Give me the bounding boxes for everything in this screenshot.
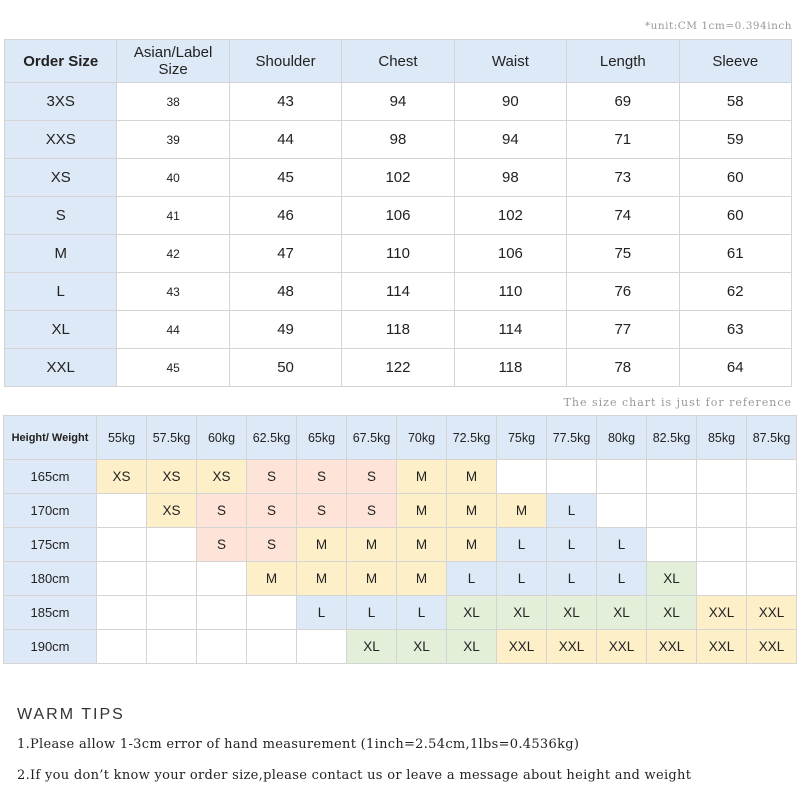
size-recommendation-cell: M [447, 494, 497, 528]
size-chart-cell: 98 [454, 159, 566, 197]
weight-header-cell: 72.5kg [447, 416, 497, 460]
size-recommendation-cell: L [497, 528, 547, 562]
size-chart-cell: 63 [679, 311, 791, 349]
size-chart-cell: 60 [679, 197, 791, 235]
order-size-cell: S [5, 197, 117, 235]
size-chart-cell: 110 [342, 235, 454, 273]
size-recommendation-cell [747, 528, 797, 562]
size-recommendation-cell [647, 494, 697, 528]
size-recommendation-cell: XXL [697, 630, 747, 664]
size-recommendation-cell: S [247, 494, 297, 528]
size-recommendation-cell [697, 460, 747, 494]
size-chart-cell: 58 [679, 83, 791, 121]
size-recommendation-cell [97, 528, 147, 562]
size-recommendation-cell: M [397, 460, 447, 494]
size-recommendation-cell: M [297, 528, 347, 562]
weight-header-cell: 67.5kg [347, 416, 397, 460]
size-recommendation-cell: XXL [747, 596, 797, 630]
size-chart-cell: 39 [117, 121, 229, 159]
weight-header-cell: 65kg [297, 416, 347, 460]
weight-header-cell: 82.5kg [647, 416, 697, 460]
size-chart-cell: 60 [679, 159, 791, 197]
size-chart-header-cell: Sleeve [679, 40, 791, 83]
size-chart-cell: 62 [679, 273, 791, 311]
order-size-cell: XL [5, 311, 117, 349]
size-recommendation-cell: XL [497, 596, 547, 630]
size-recommendation-cell [97, 562, 147, 596]
size-chart-row [5, 83, 792, 121]
size-recommendation-cell [597, 460, 647, 494]
size-recommendation-cell [147, 528, 197, 562]
height-weight-row [4, 596, 797, 630]
size-chart-cell: 43 [229, 83, 341, 121]
size-chart-cell: 102 [342, 159, 454, 197]
size-recommendation-cell: L [297, 596, 347, 630]
size-recommendation-cell [97, 494, 147, 528]
height-weight-row [4, 528, 797, 562]
size-recommendation-cell: M [397, 562, 447, 596]
weight-header-cell: 80kg [597, 416, 647, 460]
size-recommendation-cell: L [497, 562, 547, 596]
size-chart-header-cell: Length [567, 40, 679, 83]
size-recommendation-cell: M [297, 562, 347, 596]
size-chart-cell: 44 [117, 311, 229, 349]
size-chart-cell: 77 [567, 311, 679, 349]
size-recommendation-cell: XL [447, 630, 497, 664]
size-chart-cell: 61 [679, 235, 791, 273]
height-weight-row [4, 630, 797, 664]
size-chart-cell: 106 [454, 235, 566, 273]
size-recommendation-cell: L [547, 528, 597, 562]
size-chart-cell: 71 [567, 121, 679, 159]
size-chart-cell: 48 [229, 273, 341, 311]
size-recommendation-cell [647, 460, 697, 494]
size-recommendation-cell: S [347, 460, 397, 494]
order-size-cell: M [5, 235, 117, 273]
size-recommendation-cell: M [397, 528, 447, 562]
size-chart-cell: 43 [117, 273, 229, 311]
size-chart-cell: 38 [117, 83, 229, 121]
weight-header-cell: 62.5kg [247, 416, 297, 460]
size-recommendation-cell: S [297, 460, 347, 494]
size-recommendation-cell: L [447, 562, 497, 596]
size-chart-cell: 106 [342, 197, 454, 235]
size-chart-cell: 98 [342, 121, 454, 159]
size-recommendation-cell [147, 596, 197, 630]
size-chart-cell: 114 [342, 273, 454, 311]
size-recommendation-cell [497, 460, 547, 494]
size-chart-row [5, 159, 792, 197]
weight-header-cell: 55kg [97, 416, 147, 460]
size-chart-cell: 69 [567, 83, 679, 121]
size-recommendation-cell [647, 528, 697, 562]
size-recommendation-cell: XXL [597, 630, 647, 664]
size-chart-cell: 90 [454, 83, 566, 121]
size-recommendation-cell: XL [447, 596, 497, 630]
size-recommendation-cell [147, 562, 197, 596]
size-recommendation-cell: XS [197, 460, 247, 494]
size-recommendation-cell: M [447, 528, 497, 562]
size-recommendation-cell [597, 494, 647, 528]
height-cell: 165cm [4, 460, 97, 494]
size-recommendation-cell: S [247, 460, 297, 494]
size-recommendation-cell: XL [647, 562, 697, 596]
size-recommendation-cell [697, 528, 747, 562]
size-chart-cell: 47 [229, 235, 341, 273]
height-cell: 180cm [4, 562, 97, 596]
size-chart-cell: 59 [679, 121, 791, 159]
size-chart-cell: 75 [567, 235, 679, 273]
size-chart-cell: 44 [229, 121, 341, 159]
size-chart-row [5, 349, 792, 387]
size-recommendation-cell: S [197, 494, 247, 528]
size-recommendation-cell [297, 630, 347, 664]
order-size-cell: XXS [5, 121, 117, 159]
size-chart-row [5, 197, 792, 235]
size-chart-cell: 45 [117, 349, 229, 387]
size-chart-table [4, 39, 792, 387]
size-chart-cell: 94 [454, 121, 566, 159]
size-recommendation-cell [697, 562, 747, 596]
size-chart-cell: 74 [567, 197, 679, 235]
size-recommendation-cell [247, 596, 297, 630]
size-chart-cell: 40 [117, 159, 229, 197]
size-recommendation-cell: L [597, 528, 647, 562]
size-chart-cell: 41 [117, 197, 229, 235]
size-recommendation-cell: M [347, 528, 397, 562]
warm-tips-title: WARM TIPS [17, 706, 125, 723]
size-chart-cell: 102 [454, 197, 566, 235]
size-chart-cell: 122 [342, 349, 454, 387]
size-recommendation-cell: M [447, 460, 497, 494]
size-recommendation-cell [547, 460, 597, 494]
size-recommendation-cell: M [347, 562, 397, 596]
height-weight-header-row [4, 416, 797, 460]
order-size-cell: XS [5, 159, 117, 197]
height-weight-row [4, 494, 797, 528]
size-recommendation-cell: XXL [747, 630, 797, 664]
size-recommendation-cell: XS [97, 460, 147, 494]
size-chart-row [5, 235, 792, 273]
height-cell: 190cm [4, 630, 97, 664]
size-chart-header-row [5, 40, 792, 83]
size-recommendation-cell: XL [397, 630, 447, 664]
height-cell: 175cm [4, 528, 97, 562]
weight-header-cell: 87.5kg [747, 416, 797, 460]
warm-tip-2: 2.If you don’t know your order size,please contact us or leave a message about height and weight [17, 768, 692, 783]
size-chart-cell: 45 [229, 159, 341, 197]
height-weight-corner-cell: Height/ Weight [4, 416, 97, 460]
size-chart-cell: 64 [679, 349, 791, 387]
size-chart-cell: 73 [567, 159, 679, 197]
weight-header-cell: 60kg [197, 416, 247, 460]
size-chart-header-cell: Order Size [5, 40, 117, 83]
size-recommendation-cell: XL [647, 596, 697, 630]
height-weight-row [4, 562, 797, 596]
size-chart-cell: 42 [117, 235, 229, 273]
size-recommendation-cell: M [247, 562, 297, 596]
size-recommendation-cell [147, 630, 197, 664]
size-recommendation-cell [197, 562, 247, 596]
size-chart-header-cell: Waist [454, 40, 566, 83]
size-chart-row [5, 311, 792, 349]
reference-note: The size chart is just for reference [563, 396, 792, 409]
size-recommendation-cell [747, 460, 797, 494]
size-chart-cell: 78 [567, 349, 679, 387]
size-recommendation-cell [197, 630, 247, 664]
height-cell: 170cm [4, 494, 97, 528]
size-recommendation-cell: XXL [647, 630, 697, 664]
weight-header-cell: 75kg [497, 416, 547, 460]
weight-header-cell: 70kg [397, 416, 447, 460]
size-recommendation-cell: XXL [697, 596, 747, 630]
weight-header-cell: 85kg [697, 416, 747, 460]
size-chart-row [5, 121, 792, 159]
size-chart-header-cell: Shoulder [229, 40, 341, 83]
size-chart-row [5, 273, 792, 311]
unit-note: *unit:CM 1cm=0.394inch [644, 20, 792, 32]
size-recommendation-cell [247, 630, 297, 664]
size-recommendation-cell [697, 494, 747, 528]
size-recommendation-cell [97, 630, 147, 664]
size-recommendation-cell [97, 596, 147, 630]
size-recommendation-cell: L [597, 562, 647, 596]
height-weight-row [4, 460, 797, 494]
size-chart-body [5, 83, 792, 387]
size-chart-cell: 50 [229, 349, 341, 387]
size-chart-cell: 76 [567, 273, 679, 311]
height-weight-table [3, 415, 797, 664]
size-recommendation-cell: S [247, 528, 297, 562]
warm-tip-1: 1.Please allow 1-3cm error of hand measurement (1inch=2.54cm,1lbs=0.4536kg) [17, 737, 580, 752]
weight-header-cell: 57.5kg [147, 416, 197, 460]
size-chart-cell: 118 [454, 349, 566, 387]
size-chart-cell: 46 [229, 197, 341, 235]
size-recommendation-cell: XS [147, 494, 197, 528]
size-chart-cell: 118 [342, 311, 454, 349]
size-recommendation-cell: M [497, 494, 547, 528]
size-chart-header-cell: Chest [342, 40, 454, 83]
size-recommendation-cell: L [547, 494, 597, 528]
size-recommendation-cell: S [347, 494, 397, 528]
size-recommendation-cell: XXL [497, 630, 547, 664]
order-size-cell: XXL [5, 349, 117, 387]
size-recommendation-cell: L [397, 596, 447, 630]
size-chart-cell: 114 [454, 311, 566, 349]
size-recommendation-cell: XL [597, 596, 647, 630]
height-weight-body [4, 460, 797, 664]
order-size-cell: 3XS [5, 83, 117, 121]
size-recommendation-cell: L [347, 596, 397, 630]
size-recommendation-cell: XXL [547, 630, 597, 664]
order-size-cell: L [5, 273, 117, 311]
size-recommendation-cell: XS [147, 460, 197, 494]
size-recommendation-cell: XL [347, 630, 397, 664]
size-chart-cell: 49 [229, 311, 341, 349]
size-recommendation-cell [747, 562, 797, 596]
size-chart-cell: 110 [454, 273, 566, 311]
size-recommendation-cell: M [397, 494, 447, 528]
size-recommendation-cell: L [547, 562, 597, 596]
size-recommendation-cell: S [297, 494, 347, 528]
height-cell: 185cm [4, 596, 97, 630]
size-recommendation-cell [197, 596, 247, 630]
size-chart-cell: 94 [342, 83, 454, 121]
size-recommendation-cell [747, 494, 797, 528]
size-chart-header-cell: Asian/Label Size [117, 40, 229, 83]
size-recommendation-cell: S [197, 528, 247, 562]
size-recommendation-cell: XL [547, 596, 597, 630]
weight-header-cell: 77.5kg [547, 416, 597, 460]
